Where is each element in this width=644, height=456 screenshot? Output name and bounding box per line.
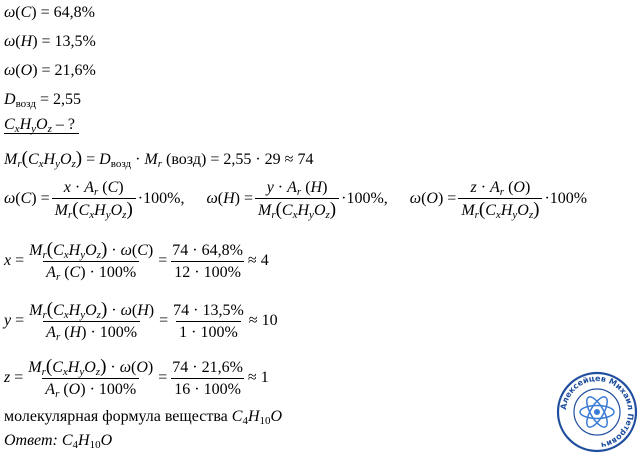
fraction-oxygen: $\frac{z \cdot A_r (O)}{M_r(C_xH_yO_z)}$ xyxy=(458,178,542,220)
fraction-y-numeric: $\frac{74 \cdot 13,5\%}{1 \cdot 100\%}$ xyxy=(173,301,244,341)
conclusion-text: молекулярная формула вещества xyxy=(4,408,228,425)
find-formula-line xyxy=(4,116,79,134)
calc-y-row: y = $\frac{M_r(C_xH_yO_z) \cdot \omega(H)}{A_r (H) \cdot 100\%}$ = $\frac{74 \cdot 13,5\%}{1 \cdot 100\%}$ ≈ 10 xyxy=(4,299,278,343)
density-subscript: возд xyxy=(15,98,36,110)
answer-label: Ответ xyxy=(4,432,53,449)
mass-fraction-formulas: ω(C) = $\frac{x \cdot A_r (C)}{M_r(C_xH_yO_z)}$ ·100%, ω(H) = $\frac{y \cdot A_r (H)}{M_r(C_xH_yO_z)}$ ·100%, ω(O) = $\frac{z \cdot A_r (O)}{M_r(C_xH_yO_z)}$ ·100% xyxy=(4,179,588,221)
air-label: (возд) xyxy=(166,151,207,168)
fraction-carbon: $\frac{x \cdot A_r (C)}{M_r(C_xH_yO_z)}$ xyxy=(52,178,136,220)
result-z: ≈ 1 xyxy=(247,369,269,386)
given-mass-fraction-oxygen: ω(O) = 21,6% xyxy=(4,62,96,79)
molar-mass-line: $M_r(C_xH_yO_z) = D_{возд} \cdot M_r$ (возд) = 2,55 · 29 ≈ 74 xyxy=(4,148,314,170)
given-mass-fraction-carbon: ω(C) = 64,8% xyxy=(4,4,95,21)
find-formula: $C_xH_yO_z$ – ? xyxy=(4,116,79,134)
calc-x-row: x = $\frac{M_r(C_xH_yO_z) \cdot \omega(C)}{A_r (C) \cdot 100\%}$ = $\frac{74 \cdot 64,8\%}{12 \cdot 100\%}$ ≈ 4 xyxy=(4,239,269,283)
calc-z-row: z = $\frac{M_r(C_xH_yO_z) \cdot \omega(O)}{A_r (O) \cdot 100\%}$ = $\frac{74 \cdot 21,6\%}{16 \cdot 100\%}$ ≈ 1 xyxy=(4,356,269,400)
result-y: ≈ 10 xyxy=(248,312,278,329)
w-o-value: 21,6% xyxy=(54,62,96,79)
pct-3: ·100% xyxy=(544,190,588,207)
atom-nucleus xyxy=(594,409,600,415)
pct-1: ·100%, xyxy=(137,190,185,207)
conclusion-line: молекулярная формула вещества $C_4H_{10}O$ xyxy=(4,408,283,427)
author-stamp xyxy=(556,371,638,453)
w-h-value: 13,5% xyxy=(54,33,96,50)
result-x: ≈ 4 xyxy=(247,252,269,269)
pct-2: ·100%, xyxy=(341,190,388,207)
fraction-x-numeric: $\frac{74 \cdot 64,8\%}{12 \cdot 100\%}$ xyxy=(172,241,243,281)
density-value: 2,55 xyxy=(52,91,81,108)
given-relative-density: $D_{возд} = 2,55$ xyxy=(4,91,81,110)
fraction-y-general: $\frac{M_r(C_xH_yO_z) \cdot \omega(H)}{A_r (H) \cdot 100\%}$ xyxy=(29,299,155,343)
fraction-x-general: $\frac{M_r(C_xH_yO_z) \cdot \omega(C)}{A_r (C) \cdot 100\%}$ xyxy=(29,239,154,283)
molar-mass-calc: = 2,55 · 29 ≈ 74 xyxy=(210,151,314,168)
stamp-text: Алексейцев Михаил Петрович xyxy=(558,373,636,450)
fraction-z-general: $\frac{M_r(C_xH_yO_z) \cdot \omega(O)}{A_r (O) \cdot 100\%}$ xyxy=(28,356,154,400)
fraction-hydrogen: $\frac{y \cdot A_r (H)}{M_r(C_xH_yO_z)}$ xyxy=(255,178,339,220)
w-c-value: 64,8% xyxy=(53,4,95,21)
find-question: – ? xyxy=(55,116,75,133)
fraction-z-numeric: $\frac{74 \cdot 21,6\%}{16 \cdot 100\%}$ xyxy=(172,358,243,398)
answer-line: Ответ: $C_4H_{10}O$ xyxy=(4,432,113,451)
given-mass-fraction-hydrogen: ω(H) = 13,5% xyxy=(4,33,96,50)
